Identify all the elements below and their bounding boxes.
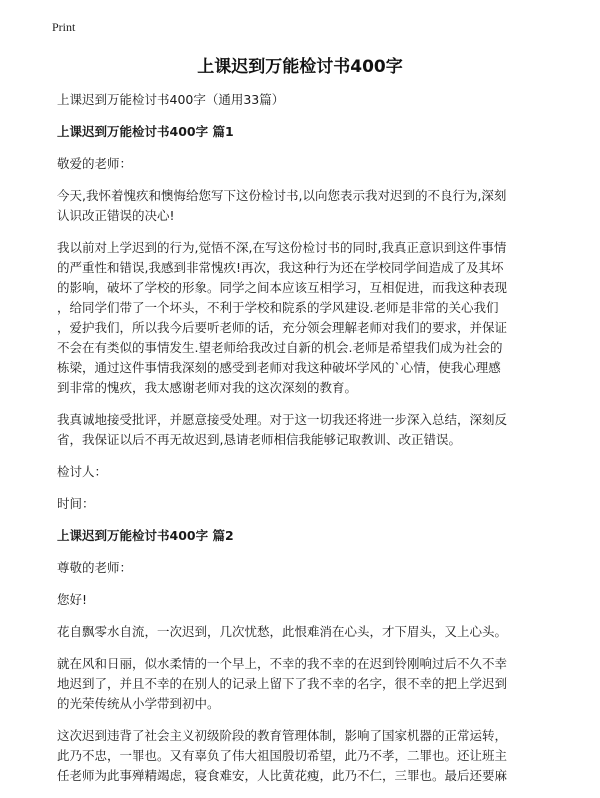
paragraph-line: 花自飘零水自流，一次迟到，几次忧愁，此恨难消在心头，才下眉头，又上心头。 [57, 624, 508, 639]
paragraph-line: 的光荣传统从小学带到初中。 [57, 696, 220, 711]
paragraph-line: 到非常的愧疚，我太感谢老师对我的这次深刻的教育。 [57, 380, 358, 395]
paragraph [57, 238, 557, 398]
paragraph-line: ，给同学们带了一个坏头，不利于学校和院系的学风建设.老师是非常的关心我们 [57, 300, 499, 315]
paragraph-line: 我真诚地接受批评，并愿意接受处理。对于这一切我还将进一步深入总结，深刻反 [57, 412, 508, 427]
paragraph-line: 我以前对上学迟到的行为,觉悟不深,在写这份检讨书的同时,我真正意识到这件事情 [57, 240, 507, 255]
document-body [57, 90, 557, 798]
paragraph-line: 今天,我怀着愧疚和懊悔给您写下这份检讨书,以向您表示我对迟到的不良行为,深刻 [57, 188, 507, 203]
reviewer-label: 检讨人： [57, 464, 108, 479]
paragraph-line: 地迟到了，并且不幸的在别人的记录上留下了我不幸的名字，很不幸的把上学迟到 [57, 676, 508, 691]
document-subtitle: 上课迟到万能检讨书400字（通用33篇） [57, 92, 285, 107]
print-label: Print [52, 20, 76, 34]
paragraph [57, 726, 557, 786]
paragraph-line: 认识改正错误的决心! [57, 208, 175, 223]
paragraph-line: 省，我保证以后不再无故迟到,恳请老师相信我能够记取教训、改正错误。 [57, 432, 461, 447]
paragraph-line: 栋梁，通过这件事情我深刻的感受到老师对我这种破坏学风的`心情，使我心理感 [57, 360, 501, 375]
time-label: 时间： [57, 496, 95, 511]
greeting: 您好! [57, 592, 88, 607]
paragraph-line: 的严重性和错误,我感到非常愧疚!再次，我这种行为还在学校同学间造成了及其坏 [57, 260, 504, 275]
paragraph [57, 410, 557, 450]
paragraph-line: 就在风和日丽，似水柔情的一个早上，不幸的我不幸的在迟到铃刚响过后不久不幸 [57, 656, 508, 671]
paragraph-line: 这次迟到违背了社会主义初级阶段的教育管理体制，影响了国家机器的正常运转， [57, 728, 508, 743]
page-title: 上课迟到万能检讨书400字 [197, 57, 403, 77]
paragraph [57, 186, 557, 226]
paragraph-line: 任老师为此事殚精竭虑，寝食难安，人比黄花瘦，此乃不仁，三罪也。最后还要麻 [57, 768, 508, 783]
salutation-2: 尊敬的老师： [57, 560, 133, 575]
paragraph-line: 不会在有类似的事情发生.望老师给我改过自新的机会.老师是希望我们成为社会的 [57, 340, 503, 355]
section-heading-1: 上课迟到万能检讨书400字 篇1 [57, 124, 234, 139]
section-heading-2: 上课迟到万能检讨书400字 篇2 [57, 528, 234, 543]
paragraph-line: 此乃不忠，一罪也。又有辜负了伟大祖国殷切希望，此乃不孝，二罪也。还让班主 [57, 748, 508, 763]
paragraph [57, 654, 557, 714]
paragraph [57, 622, 557, 642]
salutation-1: 敬爱的老师： [57, 156, 133, 171]
paragraph-line: ，爱护我们，所以我今后要听老师的话，充分领会理解老师对我们的要求，并保证 [57, 320, 508, 335]
paragraph-line: 的影响，破坏了学校的形象。同学之间本应该互相学习，互相促进，而我这种表现 [57, 280, 508, 295]
